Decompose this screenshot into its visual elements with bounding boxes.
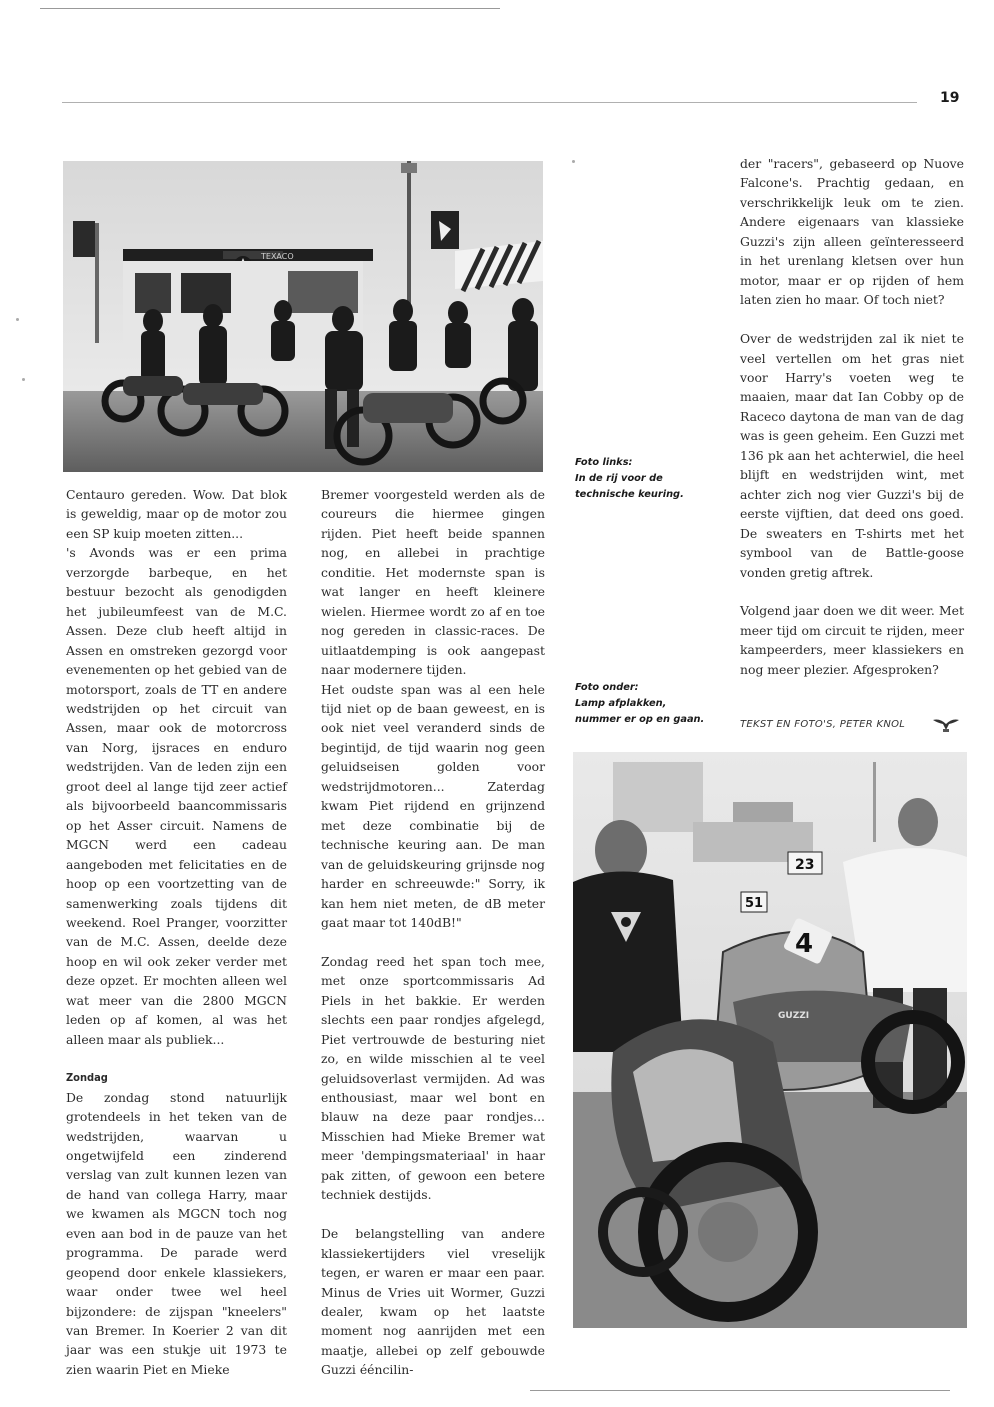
- text-column-1: [66, 485, 287, 1379]
- paragraph: Centauro gereden. Wow. Dat blok is geweldig, maar op de motor zou een SP kuip moeten zitten...: [66, 487, 287, 541]
- section-heading-zondag: Zondag: [66, 1071, 108, 1085]
- page-number: 19: [940, 90, 960, 106]
- paragraph: der "racers", gebaseerd op Nuove Falcone's. Prachtig gedaan, en verschrikkelijk leuk om te zien. Andere eigenaars van klassieke Guzzi's zijn alleen geïnteresseerd in het urenlang kletsen over hun motor, maar er op rijden of hem laten zien ho maar. Of toch niet?: [740, 156, 964, 308]
- caption-text: Lamp afplakken, nummer er op en gaan.: [575, 698, 705, 725]
- photo-technical-inspection-line: [63, 161, 543, 472]
- texaco-sign: TEXACO: [261, 252, 294, 261]
- text-column-3: [740, 154, 964, 679]
- paragraph: De belangstelling van andere klassiekertijders viel vreselijk tegen, er waren er maar een paar. Minus de Vries uit Wormer, Guzzi dealer, kwam op het laatste moment nog aanrijden met een maatje, allebei op zelf gebouwde Guzzi ééncilin-: [321, 1226, 545, 1378]
- header-rule: [62, 102, 917, 103]
- caption-photo-left: [575, 455, 715, 503]
- eagle-logo-icon: [932, 716, 960, 734]
- paragraph: Het oudste span was al een hele tijd niet op de baan geweest, en is ook niet veel veranderd sinds de begintijd, de tijd waarin nog geen geluidseisen golden voor wedstrijdmotoren... Zaterdag kwam Piet rijdend en grijnzend met deze combinatie bij de technische keuring aan. De man van de geluidskeuring grijnsde nog harder en schreeuwde:" Sorry, ik kan hem niet meten, de dB meter gaat maar tot 140dB!": [321, 681, 545, 930]
- paragraph: De zondag stond natuurlijk grotendeels in het teken van de wedstrijden, waarvan u ongetwijfeld een zinderend verslag van zult kunnen lezen van de hand van collega Harry, maar we kwamen als MGCN toch nog even aan bod in de pauze van het programma. De parade werd geopend door enkele klassiekers, waar onder twee wel heel bijzondere: de zijspan "kneelers" van Bremer. In Koerier 2 van dit jaar was een stukje uit 1973 te zien waarin Piet en Mieke: [66, 1089, 287, 1377]
- paragraph: Volgend jaar doen we dit weer. Met meer tijd om circuit te rijden, meer kampeerders, meer klassiekers en nog meer plezier. Afgesproken?: [740, 603, 964, 677]
- caption-text: In de rij voor de technische keuring.: [575, 473, 684, 500]
- caption-photo-below: [575, 680, 715, 728]
- paragraph: Zondag reed het span toch mee, met onze sportcommissaris Ad Piels in het bakkie. Er werden slechts een paar rondjes afgelegd, Piet vertrouwde de besturing niet zo, en wilde misschien al te veel geluidsoverlast vermijden. Ad was enthousiast, maar wel bont en blauw na deze paar rondjes... Misschien had Mieke Bremer wat meer 'dempingsmateriaal' in haar pak zitten, of gewoon een betere techniek destijds.: [321, 953, 545, 1203]
- caption-title: Foto onder:: [575, 682, 639, 693]
- paragraph: Over de wedstrijden zal ik niet te veel vertellen om het gras niet voor Harry's voeten weg te maaien, maar dat Ian Cobby op de Raceco daytona de man van de dag was is geen geheim. Een Guzzi met 136 pk aan het achterwiel, die heel blijft en wedstrijden wint, met achter zich nog vier Guzzi's bij de eerste vijftien, dat deed ons goed. De sweaters en T-shirts met het symbool van de Battle-goose vonden gretig aftrek.: [740, 331, 964, 580]
- paragraph: Bremer voorgesteld werden als de coureurs die hiermee gingen rijden. Piet heeft beide spannen nog, en allebei in prachtige conditie. Het modernste span is wat langer en heeft kleinere wielen. Hiermee wordt zo af en toe nog gereden in classic-races. De uitlaatdemping is ook aangepast naar modernere tijden.: [321, 487, 545, 678]
- paragraph: 's Avonds was er een prima verzorgde barbeque, en het bestuur bezocht als genodigden het jubileumfeest van de M.C. Assen. Deze club heeft altijd in Assen en omstreken gezorgd voor evenementen op het gebied van de motorsport, zoals de TT en andere wedstrijden op het circuit van Assen, maar ook de motorcross van Norg, ijsraces en enduro wedstrijden. Van de leden zijn een groot deel al lange tijd zeer actief als bijvoorbeeld baancommissaris op het Asser circuit. Namens de MGCN werd een cadeau aangeboden met felicitaties en de hoop op een voortzetting van de samenwerking zoals tijdens dit weekend. Roel Pranger, voorzitter van de M.C. Assen, deelde deze hoop en wil ook zeker verder met deze opzet. Er mochten alleen wel wat meer van die 2800 MGCN leden op af komen, al was het alleen maar als publiek...: [66, 545, 287, 1047]
- plate-23: 23: [795, 857, 815, 873]
- plate-4: 4: [795, 929, 814, 959]
- scan-speck: [572, 160, 575, 163]
- guzzi-tank-logo: GUZZI: [778, 1011, 810, 1021]
- scan-speck: [16, 318, 19, 321]
- plate-51: 51: [745, 896, 764, 911]
- text-column-2: [321, 485, 545, 1380]
- caption-title: Foto links:: [575, 457, 633, 468]
- photo-lamp-tape-number: [573, 752, 967, 1328]
- scan-speck: [22, 378, 25, 381]
- scan-edge: [530, 1390, 950, 1391]
- scan-edge: [40, 8, 500, 9]
- photo-credit: TEKST EN FOTO'S, PETER KNOL: [740, 719, 906, 730]
